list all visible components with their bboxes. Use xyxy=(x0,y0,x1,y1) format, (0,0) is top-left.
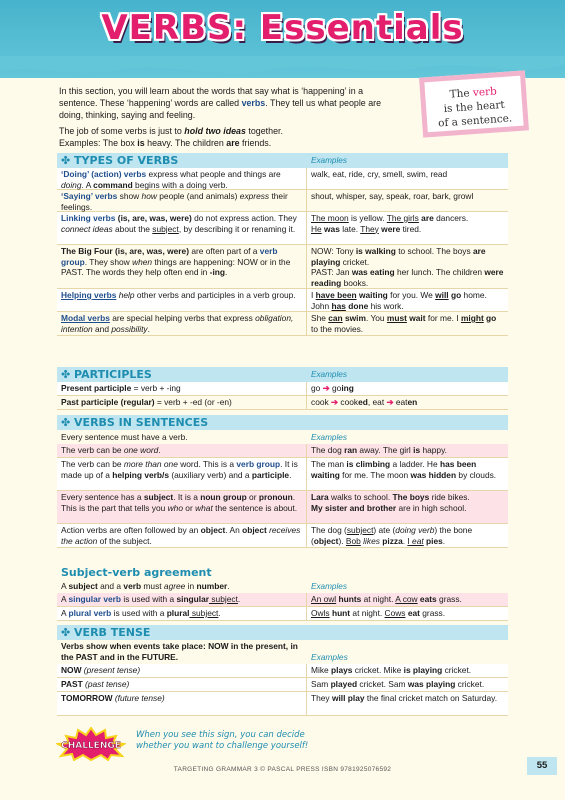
section-lead: Every sentence must have a verb. Examples xyxy=(61,432,347,442)
section-header: Subject-verb agreement xyxy=(61,565,212,579)
table-row: PAST (past tense) Sam played cricket. Sam was playing cricket. xyxy=(57,678,508,692)
intro-paragraph-2: The job of some verbs is just to hold two ideas together. Examples: The box is heavy. The children are friends. xyxy=(59,126,283,148)
types-of-verbs-table xyxy=(57,153,508,336)
table-row: Linking verbs (is, are, was, were) do not express action. They connect ideas about the subject, by describing it or renaming it. The moon is yellow. The girls are dancers. He was late. They were tired. xyxy=(57,212,508,245)
table-row: The verb can be more than one word. This is a verb group. It is made up of a helping verb/s (auxiliary verb) and a participle. The man is climbing a ladder. He has been waiting for me. The moon was hidden by clouds. xyxy=(57,458,508,491)
section-lead: A subject and a verb must agree in number. Examples xyxy=(61,581,347,591)
table-row: A singular verb is used with a singular subject. An owl hunts at night. A cow eats grass. xyxy=(57,593,508,607)
verb-heart-note: The verb is the heart of a sentence. xyxy=(419,70,529,137)
table-row: A plural verb is used with a plural subject. Owls hunt at night. Cows eat grass. xyxy=(57,607,508,621)
table-row: Helping verbs help other verbs and participles in a verb group. I have been waiting for you. We will go home. John has done his work. xyxy=(57,289,508,312)
intro-text xyxy=(59,85,399,153)
table-row: Modal verbs are special helping verbs that express obligation, intention and possibility. She can swim. You must wait for me. I might go to the movies. xyxy=(57,312,508,336)
arrow-icon: ➔ xyxy=(386,397,394,407)
participles-table xyxy=(57,367,508,410)
table-row: NOW (present tense) Mike plays cricket. Mike is playing cricket. xyxy=(57,664,508,678)
table-row: ‘Saying’ verbs show how people (and animals) express their feelings. shout, whisper, say, speak, roar, bark, growl xyxy=(57,190,508,212)
copyright-credit: TARGETING GRAMMAR 3 © PASCAL PRESS ISBN 9781925076592 xyxy=(173,766,392,773)
section-header: ✤ TYPES OF VERBS Examples xyxy=(57,153,508,168)
subject-verb-agreement-table xyxy=(57,565,508,621)
table-row: Present participle = verb + -ing go ➔ going xyxy=(57,382,508,396)
verbs-in-sentences-table xyxy=(57,415,508,548)
section-lead: Verbs show when events take place: NOW in the present, in the PAST and in the FUTURE. Examples xyxy=(57,640,508,664)
challenge-note: When you see this sign, you can decide whether you want to challenge yourself! xyxy=(136,730,309,751)
challenge-badge-icon xyxy=(56,727,126,761)
challenge-badge-label: CHALLENGE xyxy=(61,741,121,751)
arrow-icon: ➔ xyxy=(322,383,330,393)
intro-paragraph-1: In this section, you will learn about the words that say what is ‘happening’ in a sentence. These ‘happening’ words are called verbs. They tell us what people are doing, thinking, saying and feeling. xyxy=(59,86,382,120)
arrow-icon: ➔ xyxy=(331,397,339,407)
page-number: 55 xyxy=(527,757,557,775)
verb-tense-table xyxy=(57,625,508,716)
table-row: The Big Four (is, are, was, were) are often part of a verb group. They show when things are happening: NOW or in the PAST. The words they help often end in -ing. NOW: Tony is walking to school. The boys are playing cricket. PAST: Jan was eating her lunch. The children were reading books. xyxy=(57,245,508,289)
table-row: Action verbs are often followed by an object. An object receives the action of the subject. The dog (subject) ate (doing verb) the bone (object). Bob likes pizza. I eat pies. xyxy=(57,524,508,548)
section-header: ✤ VERB TENSE xyxy=(57,625,508,640)
table-row: TOMORROW (future tense) They will play the final cricket match on Saturday. xyxy=(57,692,508,716)
section-header: ✤ PARTICIPLES Examples xyxy=(57,367,508,382)
table-row: Past participle (regular) = verb + -ed (or -en) cook ➔ cooked, eat ➔ eaten xyxy=(57,396,508,410)
page-title: VERBS: Essentials xyxy=(101,8,464,48)
table-row: Every sentence has a subject. It is a noun group or pronoun. This is the part that tells you who or what the sentence is about. Lara walks to school. The boys ride bikes. My sister and brother are in high school. xyxy=(57,491,508,524)
section-header: ✤ VERBS IN SENTENCES xyxy=(57,415,508,430)
table-row: ‘Doing’ (action) verbs express what people and things are doing. A command begins with a doing verb. walk, eat, ride, cry, smell, swim, read xyxy=(57,168,508,190)
table-row: The verb can be one word. The dog ran away. The girl is happy. xyxy=(57,444,508,458)
